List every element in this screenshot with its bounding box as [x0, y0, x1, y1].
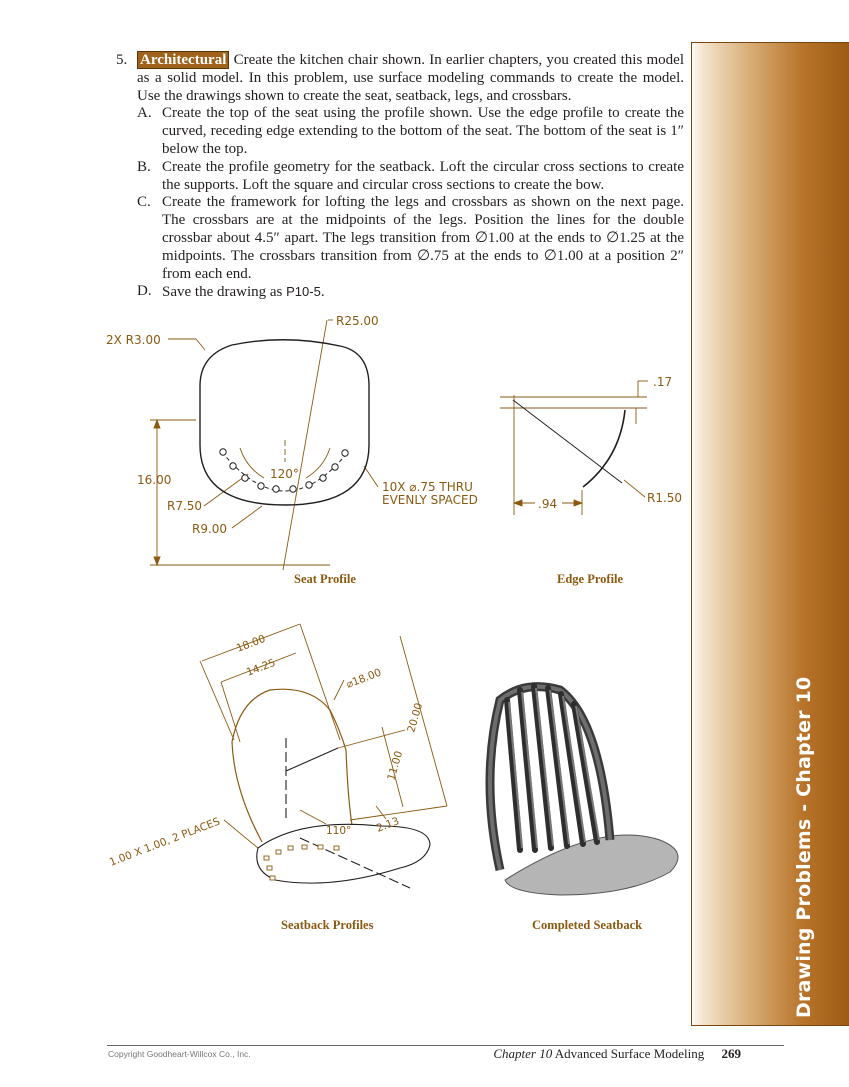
- step-letter: A.: [137, 105, 152, 122]
- drawing-filename: P10-5: [286, 284, 321, 300]
- dim-r750: R7.50: [167, 499, 203, 513]
- dim-holes-spacing: EVENLY SPACED: [382, 493, 478, 507]
- dim-213: 2.13: [374, 815, 401, 835]
- dim-r150: R1.50: [647, 491, 683, 505]
- completed-seatback-render: [470, 679, 681, 907]
- chapter-label: Chapter 10: [493, 1046, 553, 1061]
- step-text: Create the top of the seat using the profile shown. Use the edge profile to create the curved, receding edge extending to the bottom of the seat. The bottom of the seat is 1″ below the top.: [162, 105, 684, 157]
- leader-holes: [364, 466, 378, 487]
- caption-seatback-profiles: Seatback Profiles: [281, 918, 374, 932]
- step-text: Create the framework for lofting the legs and crossbars as shown on the next page. The crossbars are at the midpoints of the legs. Position the lines for the double crossbar about 4.5″ apart. The legs transition from ∅1.00 at the ends to ∅1.25 at the midpoints. The crossbars transition from ∅.75 at the ends to ∅1.00 at a position 2″ from each end.: [162, 194, 684, 282]
- dim-r3: 2X R3.00: [106, 333, 161, 347]
- step-letter: C.: [137, 194, 151, 211]
- category-tag: Architectural: [137, 51, 229, 69]
- dim-r900: R9.00: [192, 522, 228, 536]
- step-letter: B.: [137, 158, 151, 175]
- dim-r25: R25.00: [336, 314, 379, 328]
- page-footer: [493, 1046, 741, 1062]
- dim-dia1800: ⌀18.00: [344, 666, 384, 691]
- step-end: .: [320, 284, 325, 301]
- caption-seat-profile: Seat Profile: [294, 572, 356, 586]
- copyright: Copyright Goodheart-Willcox Co., Inc.: [108, 1049, 251, 1059]
- leader-r25: [283, 320, 327, 570]
- sidebar-title: Drawing Problems - Chapter 10: [793, 676, 815, 1018]
- intro-text: Create the kitchen chair shown. In earlier chapters, you created this model as a solid model. In this problem, use surface modeling commands to create the model. Use the drawings shown to create the seat, seatback, legs, and crossbars.: [137, 52, 684, 104]
- caption-completed-seatback: Completed Seatback: [532, 918, 643, 932]
- dim-holes: 10X ⌀.75 THRU: [382, 480, 473, 494]
- page-number: 269: [721, 1046, 741, 1061]
- bow-curve: [232, 689, 346, 750]
- step-text: Save the drawing as: [162, 284, 283, 301]
- dim-1425: 14.25: [244, 656, 278, 679]
- step-letter: D.: [137, 283, 152, 300]
- leader-r900: [232, 506, 262, 528]
- problem-number: 5.: [116, 52, 128, 68]
- dim-2000: 20.00: [405, 701, 426, 734]
- dim-94: .94: [538, 497, 558, 511]
- dim-17: .17: [653, 375, 673, 389]
- step-text: Create the profile geometry for the seatback. Loft the circular cross sections to create the supports. Loft the square and circular cross sections to create the bow.: [162, 158, 684, 193]
- dim-110: 110°: [326, 825, 352, 837]
- caption-edge-profile: Edge Profile: [557, 572, 624, 586]
- dim-places: 1.00 X 1.00, 2 PLACES: [107, 815, 222, 869]
- dim-1100: 11.00: [385, 749, 406, 782]
- chapter-title: Advanced Surface Modeling: [554, 1046, 705, 1061]
- dim-1800: 18.00: [234, 632, 268, 655]
- dim-height-value: 16.00: [137, 473, 172, 487]
- dim-angle: 120°: [270, 467, 299, 481]
